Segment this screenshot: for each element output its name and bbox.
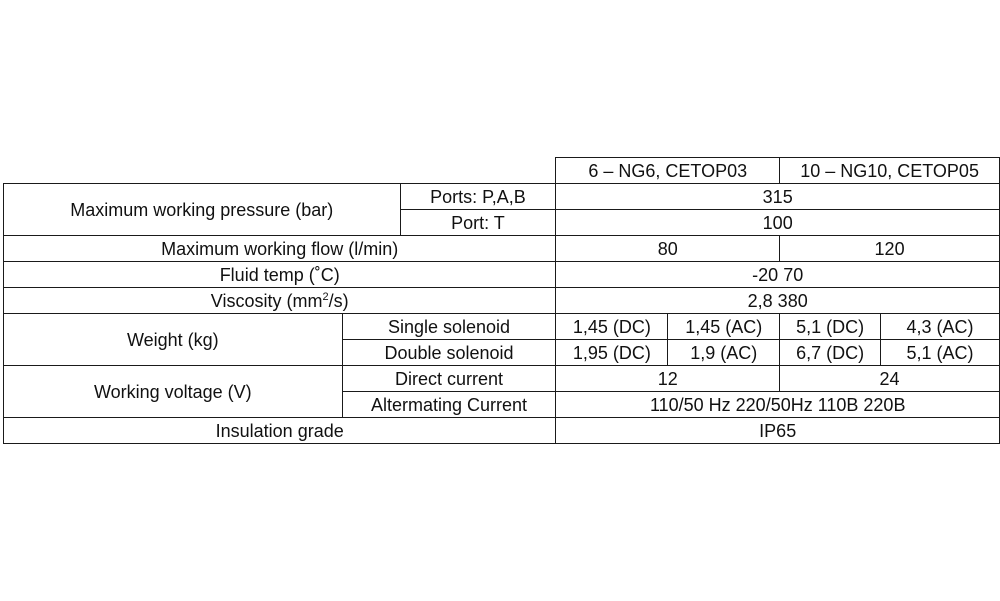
insulation-row [4, 418, 1000, 444]
pressure-label: Maximum working pressure (bar) [4, 184, 401, 236]
viscosity-label-text: Viscosity (mm [210, 290, 323, 311]
pressure-row-1 [4, 184, 1000, 210]
weight-single-ng10-ac: 4,3 (AC) [881, 314, 1000, 340]
weight-single-ng6-dc: 1,45 (DC) [556, 314, 668, 340]
specification-table [3, 157, 1000, 444]
voltage-dc-label: Direct current [342, 366, 556, 392]
insulation-value: IP65 [556, 418, 1000, 444]
voltage-label: Working voltage (V) [4, 366, 343, 418]
voltage-ac-value: 110/50 Hz 220/50Hz 110B 220B [556, 392, 1000, 418]
viscosity-row [4, 288, 1000, 314]
weight-double-ng6-ac: 1,9 (AC) [668, 340, 780, 366]
voltage-dc-ng10: 24 [780, 366, 1000, 392]
header-row [4, 158, 1000, 184]
fluid-temp-label: Fluid temp (˚C) [4, 262, 556, 288]
header-blank-cell [4, 158, 556, 184]
weight-single-ng10-dc: 5,1 (DC) [780, 314, 881, 340]
flow-row [4, 236, 1000, 262]
insulation-label: Insulation grade [4, 418, 556, 444]
viscosity-label [4, 288, 556, 314]
voltage-row-1 [4, 366, 1000, 392]
weight-double-ng6-dc: 1,95 (DC) [556, 340, 668, 366]
pressure-port-t-label: Port: T [400, 210, 556, 236]
weight-row-1 [4, 314, 1000, 340]
viscosity-label-unit: /s) [328, 290, 349, 311]
voltage-dc-ng6: 12 [556, 366, 780, 392]
pressure-ports-pab-label: Ports: P,A,B [400, 184, 556, 210]
weight-double-ng10-dc: 6,7 (DC) [780, 340, 881, 366]
voltage-ac-label: Altermating Current [342, 392, 556, 418]
pressure-ports-pab-value: 315 [556, 184, 1000, 210]
flow-value-ng10: 120 [780, 236, 1000, 262]
flow-label: Maximum working flow (l/min) [4, 236, 556, 262]
header-ng6: 6 – NG6, CETOP03 [556, 158, 780, 184]
weight-single-ng6-ac: 1,45 (AC) [668, 314, 780, 340]
flow-value-ng6: 80 [556, 236, 780, 262]
pressure-port-t-value: 100 [556, 210, 1000, 236]
header-ng10: 10 – NG10, CETOP05 [780, 158, 1000, 184]
fluid-temp-row [4, 262, 1000, 288]
weight-double-label: Double solenoid [342, 340, 556, 366]
viscosity-value: 2,8 380 [556, 288, 1000, 314]
weight-single-label: Single solenoid [342, 314, 556, 340]
weight-label: Weight (kg) [4, 314, 343, 366]
fluid-temp-value: -20 70 [556, 262, 1000, 288]
weight-double-ng10-ac: 5,1 (AC) [881, 340, 1000, 366]
viscosity-label-superscript: 2 [322, 290, 329, 303]
